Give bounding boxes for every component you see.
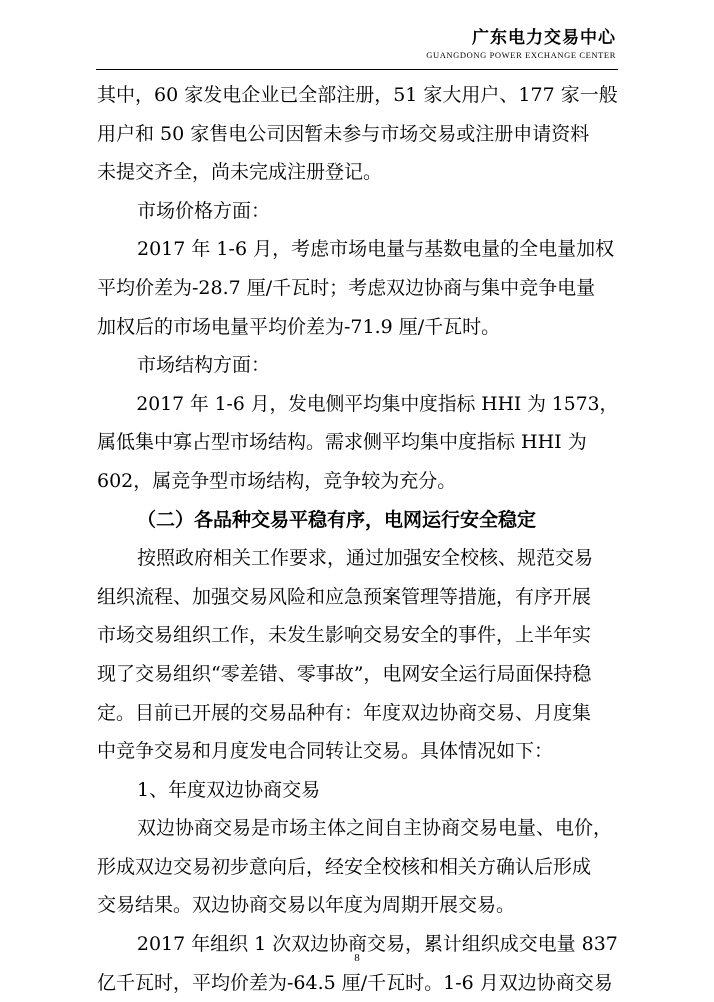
- text-line: 市场结构方面：: [137, 354, 271, 377]
- text-line: 2017 年 1-6 月，考虑市场电量与基数电量的全电量加权: [137, 238, 615, 261]
- text-line: 市场交易组织工作，未发生影响交易安全的事件，上半年实: [97, 624, 592, 647]
- text-line: 按照政府相关工作要求，通过加强安全校核、规范交易: [137, 547, 594, 570]
- text-line: 未提交齐全，尚未完成注册登记。: [97, 161, 383, 184]
- text-line: 1、年度双边协商交易: [137, 778, 321, 801]
- text-line: 加权后的市场电量平均价差为-71.9 厘/千瓦时。: [97, 315, 501, 338]
- text-line: 属低集中寡占型市场结构。需求侧平均集中度指标 HHI 为: [97, 431, 587, 454]
- text-line: 组织流程、加强交易风险和应急预案管理等措施，有序开展: [97, 585, 592, 608]
- text-line: 双边协商交易是市场主体之间自主协商交易电量、电价，: [137, 817, 613, 840]
- document-body: [97, 76, 618, 1002]
- text-line: 现了交易组织“零差错、零事故”，电网安全运行局面保持稳: [97, 662, 592, 685]
- text-line: 定。目前已开展的交易品种有：年度双边协商交易、月度集: [97, 701, 592, 724]
- section-heading: （二）各品种交易平稳有序，电网运行安全稳定: [137, 508, 537, 531]
- text-line: 2017 年 1-6 月，发电侧平均集中度指标 HHI 为 1573，: [136, 392, 619, 415]
- text-line: 602，属竞争型市场结构，竞争较为充分。: [97, 469, 457, 492]
- header-rule: [96, 69, 618, 70]
- header-title: 广东电力交易中心: [472, 28, 616, 48]
- text-line: 市场价格方面：: [137, 199, 271, 222]
- text-line: 2017 年组织 1 次双边协商交易，累计组织成交电量 837: [136, 933, 618, 956]
- header-subtitle: GUANGDONG POWER EXCHANGE CENTER: [426, 50, 616, 60]
- text-line: 亿千瓦时，平均价差为-64.5 厘/千瓦时。1-6 月双边协商交易: [97, 971, 613, 994]
- text-line: 中竞争交易和月度发电合同转让交易。具体情况如下：: [97, 740, 554, 763]
- text-line: 平均价差为-28.7 厘/千瓦时；考虑双边协商与集中竞争电量: [97, 276, 596, 299]
- page-number: 8: [354, 952, 360, 964]
- page-header: [426, 28, 616, 61]
- text-line: 形成双边交易初步意向后，经安全校核和相关方确认后形成: [97, 855, 592, 878]
- text-line: 其中，60 家发电企业已全部注册，51 家大用户、177 家一般: [97, 84, 618, 106]
- text-line: 用户和 50 家售电公司因暂未参与市场交易或注册申请资料: [97, 122, 590, 145]
- text-line: 交易结果。双边协商交易以年度为周期开展交易。: [97, 894, 516, 917]
